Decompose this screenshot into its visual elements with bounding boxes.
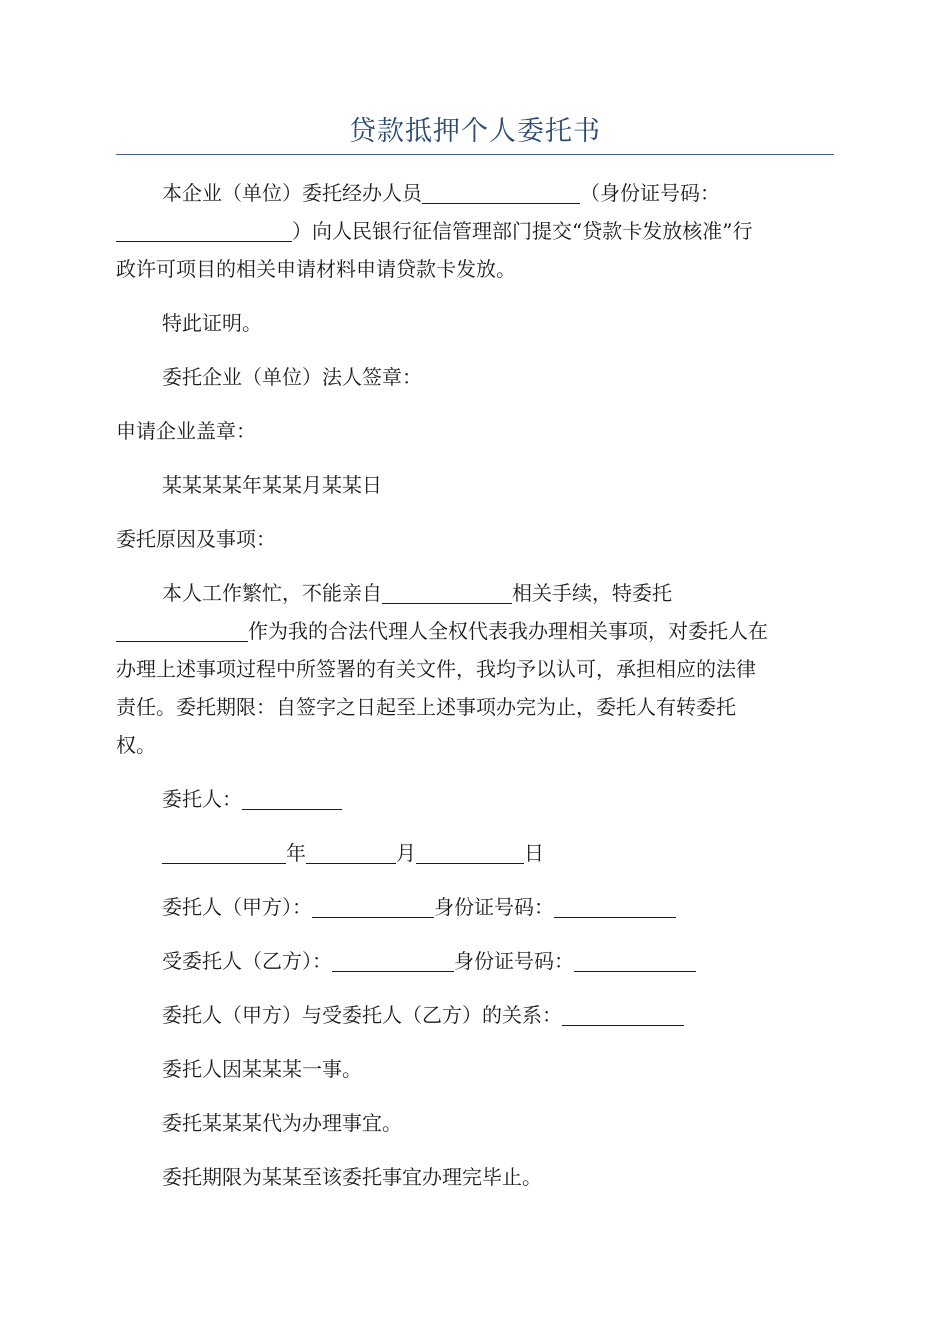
paragraph-line [116,612,834,650]
blank-relationship [562,1003,684,1026]
paragraph-principal [116,780,834,818]
text-run: 本人工作繁忙，不能亲自 [162,581,382,605]
text-run: 委托人： [162,787,242,811]
blank-month [306,841,396,864]
text-run: 相关手续，特委托 [512,581,672,605]
paragraph-cause: 委托人因某某某一事。 [162,1057,362,1081]
paragraph-line [116,174,834,212]
text-run: 受委托人（乙方）： [162,949,332,973]
paragraph-party-a [116,888,834,926]
text-run: 作为我的合法代理人全权代表我办理相关事项，对委托人在 [248,619,768,643]
paragraph-line: 政许可项目的相关申请材料申请贷款卡发放。 [116,257,516,281]
blank-year [162,841,286,864]
paragraph-line: 权。 [116,733,156,757]
blank-id-number [116,219,292,242]
document-body [116,174,834,1212]
blank-party-a-id [554,895,676,918]
text-run: 身份证号码： [434,895,554,919]
blank-matter [382,581,512,604]
paragraph-party-b [116,942,834,980]
paragraph-delegation [116,574,834,764]
text-run: 月 [396,841,416,865]
blank-party-a-name [312,895,434,918]
blank-party-b-id [574,949,696,972]
document-title: 贷款抵押个人委托书 [349,116,601,147]
paragraph-line [116,574,834,612]
paragraph-signature-date [116,834,834,872]
paragraph-authorization [116,174,834,288]
text-run: 年 [286,841,306,865]
text-run: （身份证号码： [580,181,720,205]
blank-party-b-name [332,949,454,972]
text-run: 日 [524,841,544,865]
paragraph-line [116,212,834,250]
paragraph-line: 责任。委托期限：自签字之日起至上述事项办完为止，委托人有转委托 [116,695,736,719]
blank-principal-name [242,787,342,810]
paragraph-legal-signature: 委托企业（单位）法人签章： [162,365,422,389]
paragraph-line: 办理上述事项过程中所签署的有关文件，我均予以认可，承担相应的法律 [116,657,756,681]
blank-agent-name [422,181,580,204]
paragraph-date: 某某某某年某某月某某日 [162,473,382,497]
text-run: 身份证号码： [454,949,574,973]
text-run: 本企业（单位）委托经办人员 [162,181,422,205]
title-underline [116,154,834,155]
text-run: ）向人民银行征信管理部门提交“贷款卡发放核准”行 [292,219,753,243]
paragraph-reason-heading: 委托原因及事项： [116,527,276,551]
paragraph-term: 委托期限为某某至该委托事宜办理完毕止。 [162,1165,542,1189]
paragraph-relationship [116,996,834,1034]
text-run: 委托人（甲方）： [162,895,312,919]
paragraph-company-seal: 申请企业盖章： [116,419,256,443]
blank-agent [116,619,248,642]
paragraph-entrust: 委托某某某代为办理事宜。 [162,1111,402,1135]
paragraph-certify: 特此证明。 [162,311,262,335]
text-run: 委托人（甲方）与受委托人（乙方）的关系： [162,1003,562,1027]
blank-day [416,841,524,864]
